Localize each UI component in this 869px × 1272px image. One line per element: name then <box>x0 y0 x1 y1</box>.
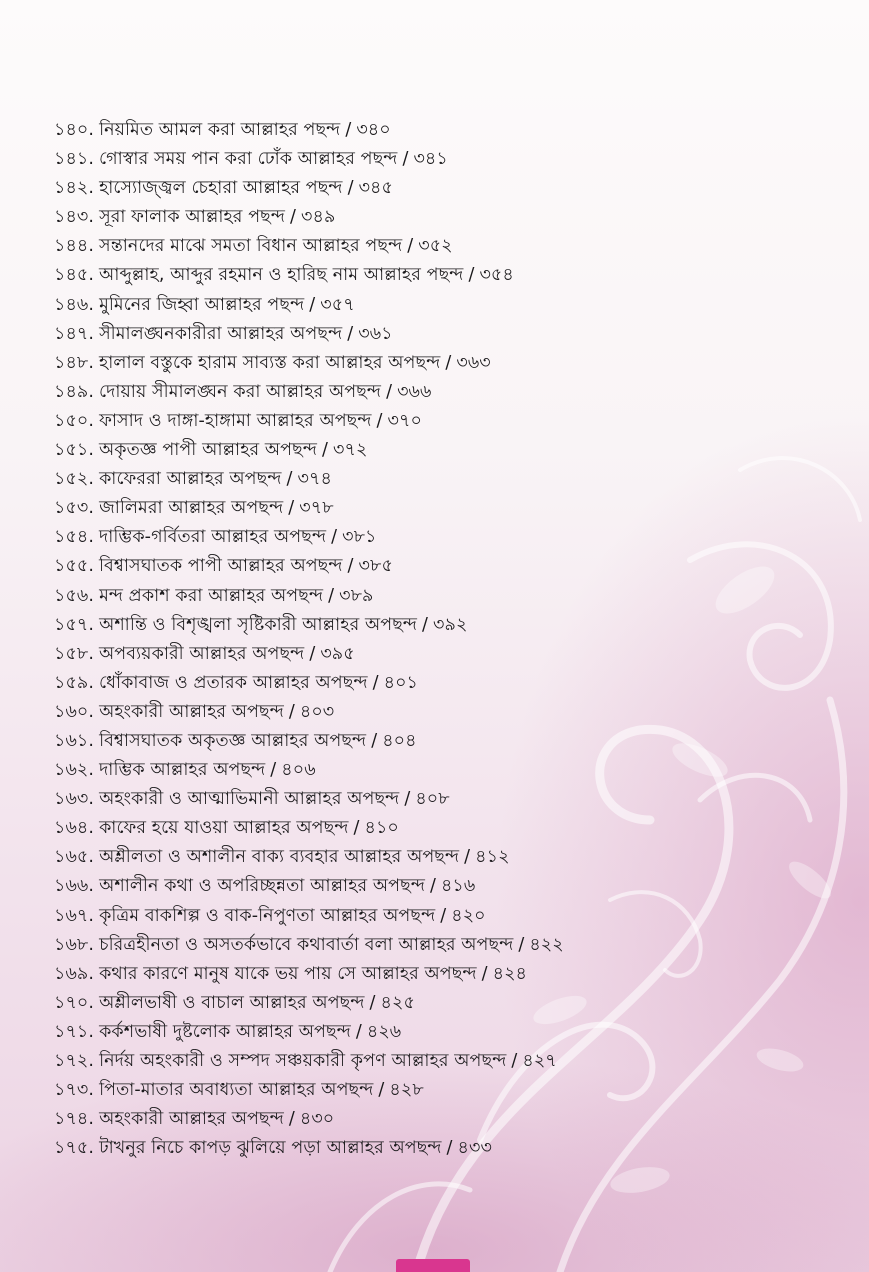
toc-entry-number: ১৬৬. <box>54 876 95 897</box>
toc-entry-page-number: ৪২৫ <box>380 992 415 1013</box>
toc-entry-separator: / <box>372 672 379 693</box>
toc-entry-page-number: ৪১২ <box>475 847 510 868</box>
toc-entry-separator: / <box>468 265 475 286</box>
toc-entry-title: মন্দ প্রকাশ করা আল্লাহর অপছন্দ <box>99 585 324 606</box>
toc-entry <box>54 494 854 523</box>
toc-entry-separator: / <box>288 1109 295 1130</box>
toc-entry-number: ১৪১. <box>54 149 95 170</box>
toc-entry-page-number: ৩৭৮ <box>299 498 334 519</box>
toc-entry-title: হালাল বস্তুকে হারাম সাব্যস্ত করা আল্লাহর অপছন্দ <box>99 352 441 373</box>
toc-entry-title: অশালীন কথা ও অপরিচ্ছন্নতা আল্লাহর অপছন্দ <box>99 876 425 897</box>
toc-entry-separator: / <box>328 585 335 606</box>
toc-entry <box>54 1047 854 1076</box>
toc-entry-title: গোস্বার সময় পান করা ঢোঁক আল্লাহর পছন্দ <box>99 149 398 170</box>
toc-entry-separator: / <box>446 1138 453 1159</box>
toc-entry-page-number: ৩৪১ <box>413 149 448 170</box>
toc-entry-number: ১৫৯. <box>54 672 95 693</box>
toc-entry-title: সন্তানদের মাঝে সমতা বিধান আল্লাহর পছন্দ <box>99 236 403 257</box>
toc-entry-number: ১৪৬. <box>54 294 95 315</box>
toc-entry-page-number: ৩৭০ <box>387 410 422 431</box>
toc-entry-page-number: ৪০১ <box>383 672 418 693</box>
toc-entry-title: অশ্লীলভাষী ও বাচাল আল্লাহর অপছন্দ <box>99 992 365 1013</box>
toc-entry-number: ১৪০. <box>54 120 95 140</box>
toc-entry-title: দাম্ভিক আল্লাহর অপছন্দ <box>99 760 266 781</box>
toc-entry-page-number: ৩৬১ <box>358 323 393 344</box>
toc-entry-title: বিশ্বাসঘাতক অকৃতজ্ঞ আল্লাহর অপছন্দ <box>99 730 367 751</box>
toc-entry-number: ১৬৪. <box>54 818 95 839</box>
toc-entry-separator: / <box>290 207 297 228</box>
toc-entry <box>54 320 854 349</box>
toc-entry <box>54 785 854 814</box>
toc-entry-separator: / <box>345 120 352 140</box>
toc-entry-number: ১৫২. <box>54 469 95 490</box>
toc-entry-title: টাখনুর নিচে কাপড় ঝুলিয়ে পড়া আল্লাহর অপছন্দ <box>99 1138 442 1159</box>
toc-entry-title: ফাসাদ ও দাঙ্গা-হাঙ্গামা আল্লাহর অপছন্দ <box>99 410 372 431</box>
toc-entry-number: ১৭৫. <box>54 1138 95 1159</box>
toc-entry <box>54 814 854 843</box>
toc-entry-separator: / <box>518 934 525 955</box>
toc-entry-separator: / <box>288 498 295 519</box>
toc-entry-page-number: ৩৬৬ <box>397 381 432 402</box>
toc-entry-separator: / <box>355 1021 362 1042</box>
toc-entry <box>54 611 854 640</box>
toc-entry-separator: / <box>270 760 277 781</box>
toc-entry-separator: / <box>309 294 316 315</box>
toc-entry-number: ১৭৪. <box>54 1109 95 1130</box>
toc-entry-number: ১৪৫. <box>54 265 95 286</box>
toc-entry-page-number: ৩৪৯ <box>301 207 336 228</box>
toc-entry-number: ১৬৮. <box>54 934 95 955</box>
toc-entry-title: সীমালঙ্ঘনকারীরা আল্লাহর অপছন্দ <box>99 323 343 344</box>
toc-entry-separator: / <box>369 992 376 1013</box>
toc-entry-separator: / <box>481 963 488 984</box>
toc-entry-page-number: ৩৫৭ <box>320 294 355 315</box>
toc-entry-title: কর্কশভাষী দুষ্টলোক আল্লাহর অপছন্দ <box>99 1021 351 1042</box>
toc-entry-title: অহংকারী আল্লাহর অপছন্দ <box>99 1109 284 1130</box>
toc-entry-number: ১৪২. <box>54 178 95 199</box>
toc-entry-page-number: ৪২৪ <box>492 963 528 984</box>
toc-entry-page-number: ৩৪০ <box>356 120 391 140</box>
toc-entry-separator: / <box>353 818 360 839</box>
toc-entry <box>54 523 854 552</box>
toc-entry-title: দাম্ভিক-গর্বিতরা আল্লাহর অপছন্দ <box>99 527 327 548</box>
toc-entry <box>54 989 854 1018</box>
toc-entry-number: ১৭০. <box>54 992 95 1013</box>
toc-entry-separator: / <box>347 556 354 577</box>
toc-entry-separator: / <box>288 701 295 722</box>
toc-entry-title: আব্দুল্লাহ, আব্দুর রহমান ও হারিছ নাম আল্লাহর পছন্দ <box>99 265 464 286</box>
toc-entry <box>54 378 854 407</box>
toc-entry-number: ১৫৫. <box>54 556 95 577</box>
toc-entry-page-number: ৪৩০ <box>299 1109 335 1130</box>
toc-entry-number: ১৫৩. <box>54 498 95 519</box>
toc-entry <box>54 902 854 931</box>
toc-entry <box>54 931 854 960</box>
toc-entry-number: ১৭১. <box>54 1021 95 1042</box>
toc-entry-number: ১৫৪. <box>54 527 95 548</box>
toc-entry <box>54 1076 854 1105</box>
toc-entry-separator: / <box>511 1051 518 1071</box>
toc-entry-number: ১৫০. <box>54 410 95 431</box>
toc-entry-page-number: ৩৯২ <box>433 614 468 635</box>
toc-entry <box>54 407 854 436</box>
toc-entry-title: চরিত্রহীনতা ও অসতর্কভাবে কথাবার্তা বলা আল্লাহর অপছন্দ <box>99 934 514 955</box>
toc-entry-number: ১৪৪. <box>54 236 95 257</box>
toc-entry-page-number: ৪০৮ <box>415 789 450 810</box>
toc-entry-separator: / <box>321 440 328 461</box>
toc-entry-page-number: ৪২৬ <box>366 1021 402 1042</box>
toc-entry <box>54 349 854 378</box>
toc-entry-number: ১৬২. <box>54 760 95 781</box>
toc-entry <box>54 843 854 872</box>
toc-entry-separator: / <box>407 236 414 257</box>
toc-entry <box>54 582 854 611</box>
toc-entry-page-number: ৪২২ <box>529 934 564 955</box>
toc-entry-number: ১৫৭. <box>54 614 95 635</box>
toc-entry <box>54 291 854 320</box>
toc-entry-title: অকৃতজ্ঞ পাপী আল্লাহর অপছন্দ <box>99 440 317 461</box>
toc-entry-title: অশ্লীলতা ও অশালীন বাক্য ব্যবহার আল্লাহর অপছন্দ <box>99 847 460 868</box>
toc-entry <box>54 261 854 290</box>
toc-entry-number: ১৪৯. <box>54 381 95 402</box>
toc-entry-page-number: ৩৫৪ <box>479 265 514 286</box>
toc-entry-page-number: ৪২৮ <box>389 1080 424 1101</box>
toc-entry-separator: / <box>445 352 452 373</box>
toc-entry <box>54 465 854 494</box>
toc-entry-number: ১৬১. <box>54 730 95 751</box>
toc-entry-page-number: ৩৬৩ <box>456 352 491 373</box>
toc-entry-number: ১৬০. <box>54 701 95 722</box>
toc-entry-number: ১৭২. <box>54 1051 95 1071</box>
toc-entry <box>54 174 854 203</box>
toc-entry-page-number: ৪২৭ <box>522 1051 557 1071</box>
toc-entry <box>54 960 854 989</box>
toc-entry-title: অশান্তি ও বিশৃঙ্খলা সৃষ্টিকারী আল্লাহর অপছন্দ <box>99 614 418 635</box>
toc-entry-title: সূরা ফালাক আল্লাহর পছন্দ <box>99 207 286 228</box>
toc-entry-separator: / <box>376 410 383 431</box>
toc-entry-page-number: ৩৮৯ <box>339 585 374 606</box>
toc-entry-page-number: ৩৭৪ <box>297 469 332 490</box>
toc-entry-separator: / <box>386 381 393 402</box>
toc-entry-page-number: ৪১৬ <box>440 876 476 897</box>
toc-entry-number: ১৪৭. <box>54 323 95 344</box>
toc-entry <box>54 698 854 727</box>
toc-entry-title: নির্দয় অহংকারী ও সম্পদ সঞ্চয়কারী কৃপণ আল্লাহর অপছন্দ <box>99 1051 507 1071</box>
toc-entry-separator: / <box>347 178 354 199</box>
toc-entry <box>54 756 854 785</box>
toc-entry <box>54 145 854 174</box>
toc-entry-separator: / <box>422 614 429 635</box>
toc-entry-title: অহংকারী আল্লাহর অপছন্দ <box>99 701 284 722</box>
toc-entry-title: ধোঁকাবাজ ও প্রতারক আল্লাহর অপছন্দ <box>99 672 368 693</box>
toc-entry-title: কথার কারণে মানুষ যাকে ভয় পায় সে আল্লাহর অপছন্দ <box>99 963 477 984</box>
toc-entry-title: হাস্যোজ্জ্বল চেহারা আল্লাহর পছন্দ <box>99 178 343 199</box>
toc-entry-page-number: ৪১০ <box>364 818 399 839</box>
toc-entry <box>54 1105 854 1134</box>
toc-entry-separator: / <box>464 847 471 868</box>
toc-entry-title: পিতা-মাতার অবাধ্যতা আল্লাহর অপছন্দ <box>99 1080 374 1101</box>
toc-entry-separator: / <box>404 789 411 810</box>
toc-entry-separator: / <box>440 905 447 926</box>
toc-entry-number: ১৬৯. <box>54 963 95 984</box>
toc-entry-page-number: ৩৭২ <box>332 440 368 461</box>
toc-entry-number: ১৫৮. <box>54 643 95 664</box>
toc-entry-title: বিশ্বাসঘাতক পাপী আল্লাহর অপছন্দ <box>99 556 343 577</box>
toc-entry-separator: / <box>286 469 293 490</box>
toc-entry <box>54 436 854 465</box>
toc-entry-page-number: ৩৫২ <box>418 236 453 257</box>
toc-entry-page-number: ৩৮৫ <box>358 556 393 577</box>
toc-entry <box>54 116 854 145</box>
toc-entry-separator: / <box>371 730 378 751</box>
toc-entry-separator: / <box>347 323 354 344</box>
toc-entry <box>54 727 854 756</box>
toc-entry-separator: / <box>309 643 316 664</box>
toc-entry-page-number: ৩৯৫ <box>320 643 355 664</box>
toc-entry <box>54 232 854 261</box>
table-of-contents <box>54 116 854 1163</box>
toc-entry <box>54 1134 854 1163</box>
toc-entry-title: অহংকারী ও আত্মাভিমানী আল্লাহর অপছন্দ <box>99 789 400 810</box>
toc-entry-page-number: ৪০৪ <box>382 730 417 751</box>
toc-entry-page-number: ৪০৬ <box>281 760 316 781</box>
toc-entry-number: ১৬৩. <box>54 789 95 810</box>
toc-entry-page-number: ৪৩৩ <box>457 1138 492 1159</box>
toc-entry-page-number: ৪২০ <box>451 905 486 926</box>
toc-entry-page-number: ৩৮১ <box>342 527 377 548</box>
toc-entry-title: নিয়মিত আমল করা আল্লাহর পছন্দ <box>99 120 341 140</box>
toc-entry <box>54 872 854 901</box>
page-edge-tab <box>396 1259 470 1272</box>
toc-entry-separator: / <box>402 149 409 170</box>
toc-entry-number: ১৫৬. <box>54 585 95 606</box>
toc-entry-number: ১৬৭. <box>54 905 95 926</box>
toc-entry-title: জালিমরা আল্লাহর অপছন্দ <box>99 498 284 519</box>
toc-entry-separator: / <box>331 527 338 548</box>
toc-entry-page-number: ৩৪৫ <box>358 178 393 199</box>
toc-entry-title: মুমিনের জিহ্বা আল্লাহর পছন্দ <box>99 294 305 315</box>
toc-entry-title: কৃত্রিম বাকশিল্প ও বাক-নিপুণতা আল্লাহর অপছন্দ <box>99 905 436 926</box>
toc-entry-separator: / <box>378 1080 385 1101</box>
toc-entry-title: দোয়ায় সীমালঙ্ঘন করা আল্লাহর অপছন্দ <box>99 381 382 402</box>
toc-entry-separator: / <box>429 876 436 897</box>
toc-entry-title: অপব্যয়কারী আল্লাহর অপছন্দ <box>99 643 305 664</box>
toc-entry-number: ১৫১. <box>54 440 95 461</box>
toc-entry-number: ১৪৮. <box>54 352 95 373</box>
toc-entry-number: ১৬৫. <box>54 847 95 868</box>
toc-entry <box>54 552 854 581</box>
toc-entry <box>54 203 854 232</box>
toc-entry-page-number: ৪০৩ <box>299 701 335 722</box>
toc-entry-number: ১৭৩. <box>54 1080 95 1101</box>
toc-entry <box>54 669 854 698</box>
toc-entry <box>54 640 854 669</box>
toc-entry-title: কাফের হয়ে যাওয়া আল্লাহর অপছন্দ <box>99 818 349 839</box>
toc-entry <box>54 1018 854 1047</box>
toc-entry-title: কাফেররা আল্লাহর অপছন্দ <box>99 469 282 490</box>
toc-entry-number: ১৪৩. <box>54 207 95 228</box>
